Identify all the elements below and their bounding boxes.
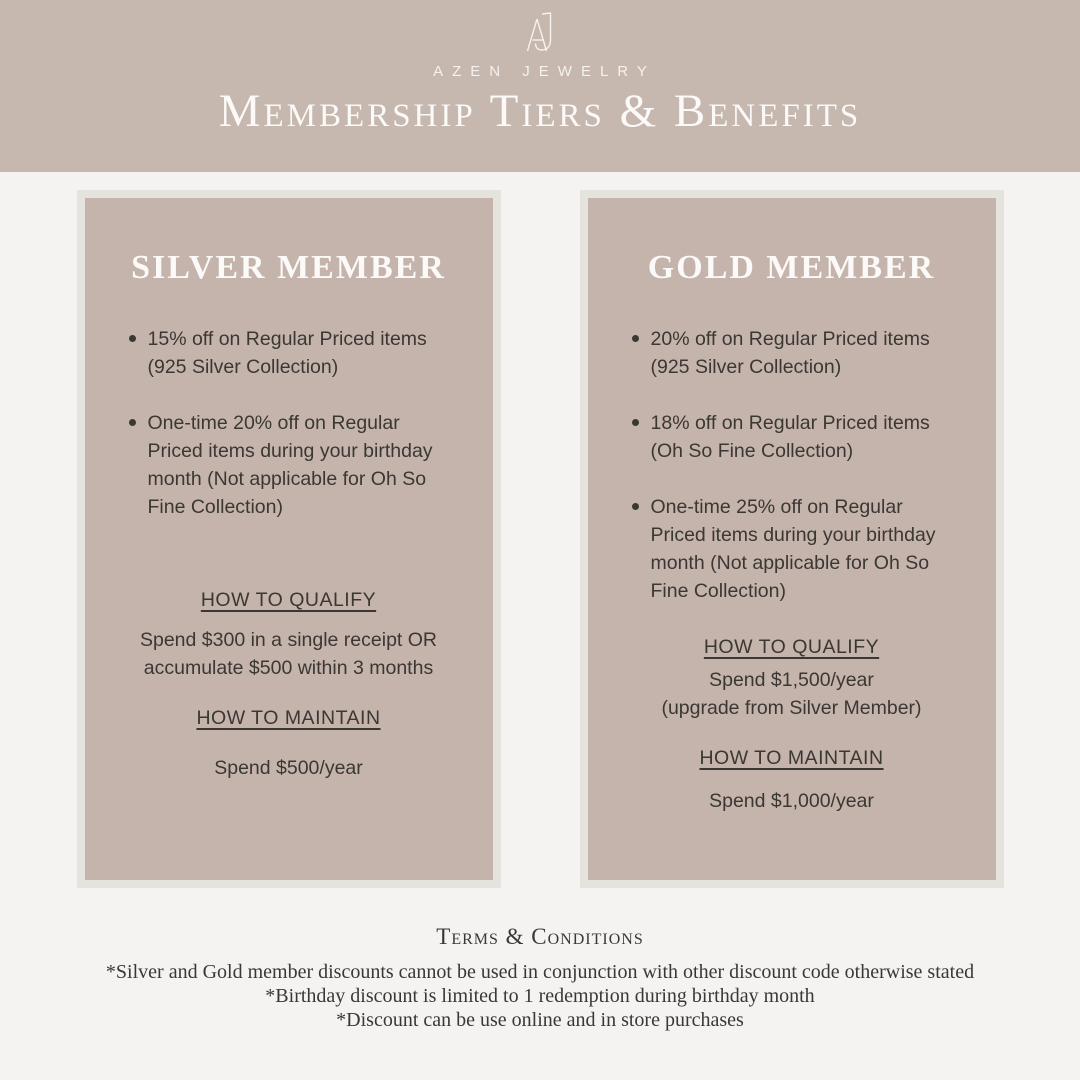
qualify-line: Spend $1,500/year bbox=[709, 669, 874, 691]
qualify-body bbox=[588, 666, 996, 722]
maintain-heading: HOW TO MAINTAIN bbox=[699, 747, 884, 769]
gold-benefits-list bbox=[588, 325, 996, 605]
benefit-item bbox=[632, 325, 966, 381]
silver-card-title: SILVER MEMBER bbox=[131, 249, 446, 286]
bullet-dot-icon bbox=[632, 419, 639, 426]
bullet-dot-icon bbox=[632, 335, 639, 342]
terms-section bbox=[0, 922, 1080, 1032]
benefit-text: One-time 25% off on Regular Priced items during your birthday month (Not applicable for Oh So Fine Collection) bbox=[650, 496, 936, 602]
gold-qualify-section bbox=[588, 633, 996, 722]
terms-line: *Discount can be use online and in store purchases bbox=[336, 1009, 744, 1031]
silver-qualify-section bbox=[85, 586, 493, 682]
maintain-body bbox=[85, 754, 493, 782]
qualify-line: (upgrade from Silver Member) bbox=[661, 697, 922, 719]
benefit-item bbox=[632, 493, 966, 605]
maintain-heading: HOW TO MAINTAIN bbox=[196, 707, 381, 729]
benefit-text: 15% off on Regular Priced items (925 Silver Collection) bbox=[147, 328, 427, 378]
bullet-dot-icon bbox=[129, 419, 136, 426]
bullet-dot-icon bbox=[632, 503, 639, 510]
gold-card-title: GOLD MEMBER bbox=[647, 249, 936, 286]
benefit-text: One-time 20% off on Regular Priced items during your birthday month (Not applicable for Oh So Fine Collection) bbox=[147, 412, 433, 518]
benefit-text: 20% off on Regular Priced items (925 Silver Collection) bbox=[650, 328, 930, 378]
qualify-line: Spend $300 in a single receipt OR bbox=[139, 629, 438, 651]
maintain-body bbox=[588, 787, 996, 815]
qualify-heading: HOW TO QUALIFY bbox=[703, 636, 880, 658]
terms-line: *Silver and Gold member discounts cannot be used in conjunction with other discount code otherwise stated bbox=[105, 961, 975, 983]
benefit-item bbox=[129, 409, 463, 521]
page-title: Membership Tiers & Benefits bbox=[218, 85, 862, 137]
terms-heading: Terms & Conditions bbox=[436, 924, 644, 949]
qualify-line: accumulate $500 within 3 months bbox=[143, 657, 434, 679]
gold-maintain-section bbox=[588, 744, 996, 815]
qualify-body bbox=[85, 626, 493, 682]
aj-monogram-icon bbox=[518, 10, 562, 54]
terms-line: *Birthday discount is limited to 1 redemption during birthday month bbox=[265, 985, 815, 1007]
header-band bbox=[0, 0, 1080, 172]
silver-maintain-section bbox=[85, 704, 493, 782]
qualify-heading: HOW TO QUALIFY bbox=[200, 589, 377, 611]
benefit-item bbox=[129, 325, 463, 381]
tier-cards bbox=[0, 190, 1080, 888]
silver-benefits-list bbox=[85, 325, 493, 521]
benefit-item bbox=[632, 409, 966, 465]
gold-member-card bbox=[580, 190, 1004, 888]
maintain-line: Spend $500/year bbox=[214, 757, 363, 779]
silver-member-card bbox=[77, 190, 501, 888]
benefit-text: 18% off on Regular Priced items (Oh So Fine Collection) bbox=[650, 412, 930, 462]
maintain-line: Spend $1,000/year bbox=[709, 790, 874, 812]
brand-name: AZEN JEWELRY bbox=[433, 63, 656, 80]
bullet-dot-icon bbox=[129, 335, 136, 342]
